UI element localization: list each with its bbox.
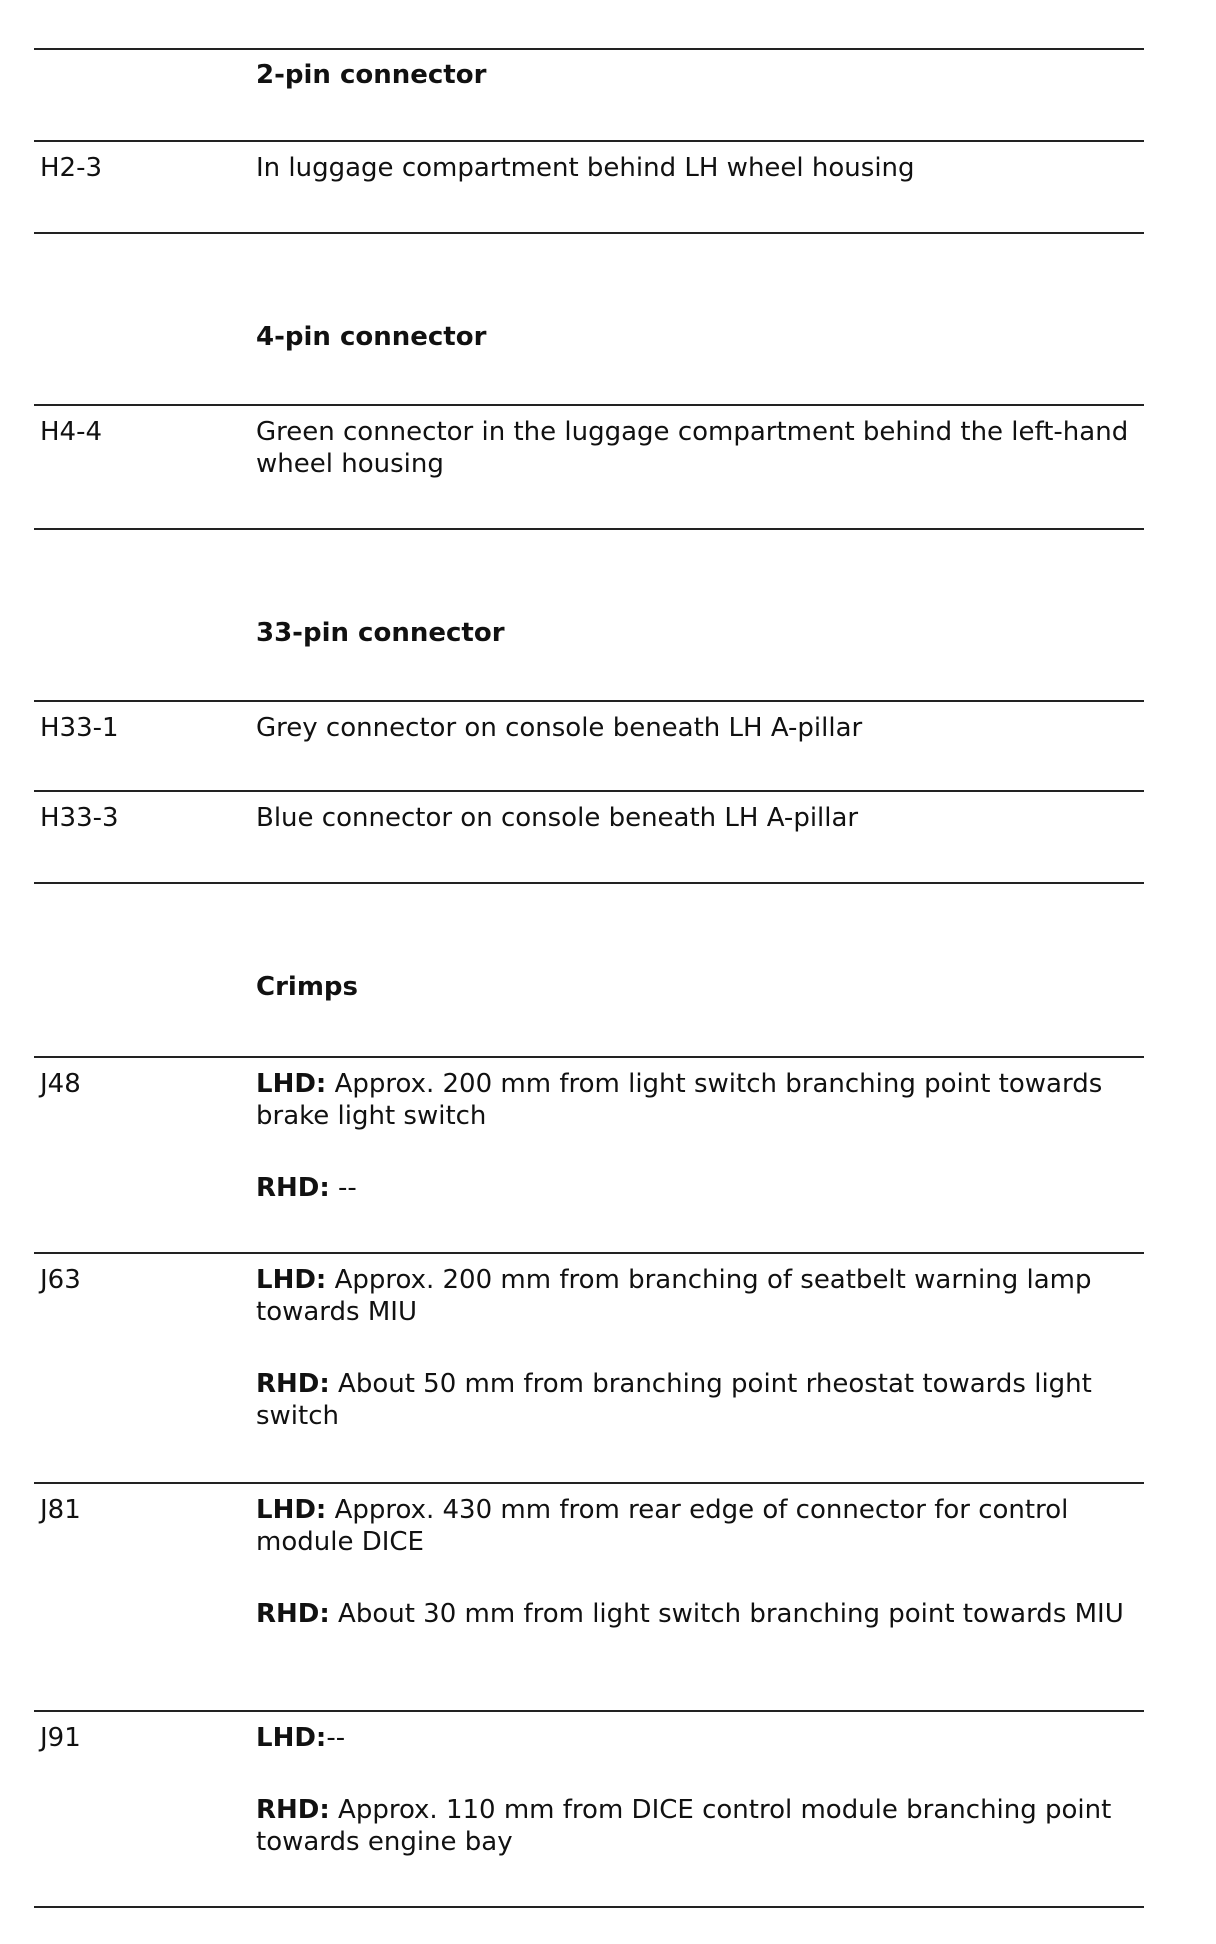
location-description: Green connector in the luggage compartment behind the left-hand wheel housing <box>256 417 1129 479</box>
location-description: Blue connector on console beneath LH A-pillar <box>256 803 859 833</box>
crimp-id: J63 <box>40 1265 81 1295</box>
rhd-label: RHD: <box>256 1795 330 1825</box>
section-heading: Crimps <box>256 972 358 1002</box>
lhd-note <box>256 1494 1134 1558</box>
section-heading-row <box>34 528 1144 700</box>
section-heading: 2-pin connector <box>256 60 487 90</box>
table-row <box>34 1252 1144 1482</box>
rhd-text: -- <box>329 1173 357 1203</box>
lhd-text: Approx. 200 mm from branching of seatbelt warning lamp towards MIU <box>256 1265 1092 1327</box>
crimp-description <box>256 1494 1144 1710</box>
lhd-note <box>256 1264 1134 1328</box>
lhd-note <box>256 1068 1134 1132</box>
rhd-label: RHD: <box>256 1599 330 1629</box>
rhd-text: About 30 mm from light switch branching point towards MIU <box>329 1599 1124 1629</box>
lhd-label: LHD: <box>256 1495 327 1525</box>
lhd-text: Approx. 200 mm from light switch branching point towards brake light switch <box>256 1069 1103 1131</box>
rhd-note <box>256 1598 1134 1630</box>
connector-id: H33-1 <box>40 713 119 743</box>
section-heading: 33-pin connector <box>256 618 505 648</box>
rhd-text: Approx. 110 mm from DICE control module branching point towards engine bay <box>256 1795 1112 1857</box>
section-heading: 4-pin connector <box>256 322 487 352</box>
rhd-note <box>256 1794 1134 1858</box>
lhd-label: LHD: <box>256 1723 327 1753</box>
section-heading-row <box>34 48 1144 140</box>
table-row <box>34 790 1144 882</box>
table-row <box>34 1056 1144 1252</box>
crimp-id: J48 <box>40 1069 81 1099</box>
lhd-note <box>256 1722 1134 1754</box>
connector-id: H2-3 <box>40 153 103 183</box>
table-row <box>34 1710 1144 1906</box>
table-row <box>34 1482 1144 1710</box>
lhd-label: LHD: <box>256 1265 327 1295</box>
connector-id: H4-4 <box>40 417 103 447</box>
rhd-label: RHD: <box>256 1369 330 1399</box>
table-row <box>34 700 1144 790</box>
table-row <box>34 404 1144 528</box>
rhd-text: About 50 mm from branching point rheostat towards light switch <box>256 1369 1092 1431</box>
rhd-label: RHD: <box>256 1173 330 1203</box>
crimp-description <box>256 1264 1144 1482</box>
section-heading-row <box>34 232 1144 404</box>
lhd-text: -- <box>326 1723 346 1753</box>
table-row <box>34 140 1144 232</box>
connector-id: H33-3 <box>40 803 119 833</box>
rhd-note <box>256 1172 1134 1204</box>
lhd-label: LHD: <box>256 1069 327 1099</box>
crimp-id: J91 <box>40 1723 81 1753</box>
connector-location-table <box>34 48 1144 1908</box>
crimp-description <box>256 1068 1144 1252</box>
crimp-description <box>256 1722 1144 1906</box>
lhd-text: Approx. 430 mm from rear edge of connector for control module DICE <box>256 1495 1069 1557</box>
section-heading-row <box>34 882 1144 1056</box>
crimp-id: J81 <box>40 1495 81 1525</box>
location-description: Grey connector on console beneath LH A-pillar <box>256 713 863 743</box>
table-bottom-rule <box>34 1906 1144 1908</box>
rhd-note <box>256 1368 1134 1432</box>
location-description: In luggage compartment behind LH wheel housing <box>256 153 915 183</box>
